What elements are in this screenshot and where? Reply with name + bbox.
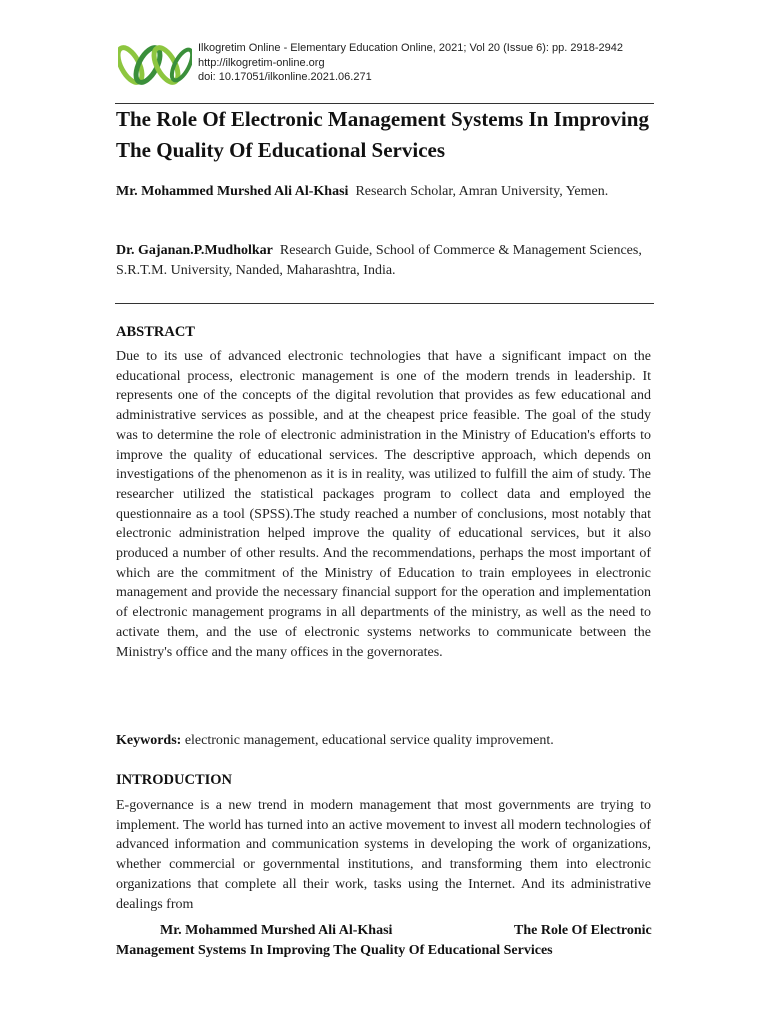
keywords-label: Keywords: <box>116 733 182 748</box>
author-1-name: Mr. Mohammed Murshed Ali Al-Khasi <box>116 184 349 199</box>
author-1-affiliation: Research Scholar, Amran University, Yemen. <box>355 184 609 199</box>
running-footer <box>116 921 656 961</box>
keywords-text: electronic management, educational service quality improvement. <box>181 733 554 748</box>
authors-divider <box>115 303 654 304</box>
author-2-name: Dr. Gajanan.P.Mudholkar <box>116 243 273 258</box>
author-2 <box>116 241 656 281</box>
author-2-affiliation: Research Guide, School of Commerce & Management Sciences, S.R.T.M. University, Nanded, Maharashtra, India. <box>116 243 642 278</box>
journal-url[interactable]: http://ilkogretim-online.org <box>198 56 325 69</box>
journal-logo-icon <box>118 40 192 86</box>
introduction-body <box>116 796 651 915</box>
footer-title: The Role Of Electronic Management Systems In Improving The Quality Of Educational Services <box>116 923 652 958</box>
journal-doi[interactable]: doi: 10.17051/ilkonline.2021.06.271 <box>198 71 372 83</box>
abstract-heading: ABSTRACT <box>116 324 195 340</box>
journal-citation <box>198 41 658 85</box>
introduction-text: E-governance is a new trend in modern management that most governments are trying to implement. The world has turned into an active movement to invest all modern technologies of advanced information and communication systems in developing the work of organizations, whether commercial or governmental institutions, and transforming them into electronic organizations that complete all their work, tasks using the Internet. And its administrative dealings from <box>116 798 651 912</box>
footer-author: Mr. Mohammed Murshed Ali Al-Khasi <box>160 923 393 938</box>
introduction-heading: INTRODUCTION <box>116 772 233 788</box>
journal-line: Ilkogretim Online - Elementary Education Online, 2021; Vol 20 (Issue 6): pp. 2918-2942 <box>198 42 623 54</box>
keywords <box>116 731 656 751</box>
abstract-text: Due to its use of advanced electronic technologies that have a significant impact on the educational process, electronic management is one of the modern trends in leadership. It represents one of the concepts of the digital revolution that provides as few educational and administrative services as possible, and at the cheapest price feasible. The goal of the study was to determine the role of electronic administration in the Ministry of Education's efforts to improve the quality of educational services. The descriptive approach, which depends on investigations of the phenomenon as it is in reality, was utilized to fulfill the aim of study. The researcher utilized the statistical packages program to collect data and employed the questionnaire as a tool (SPSS).The study reached a number of conclusions, most notably that electronic administration helped improve the quality of educational services, but it also produced a number of other results. And the recommendations, perhaps the most important of which are the commitment of the Ministry of Education to train employees in electronic management and provide the necessary financial support for the operation and implementation of electronic management programs in all departments of the ministry, as well as the need to activate them, and the use of electronic systems networks to communicate between the Ministry's office and the many offices in the governorates. <box>116 349 651 660</box>
paper-title: The Role Of Electronic Management Systems In Improving The Quality Of Educational Services <box>116 107 649 162</box>
author-1 <box>116 182 656 202</box>
